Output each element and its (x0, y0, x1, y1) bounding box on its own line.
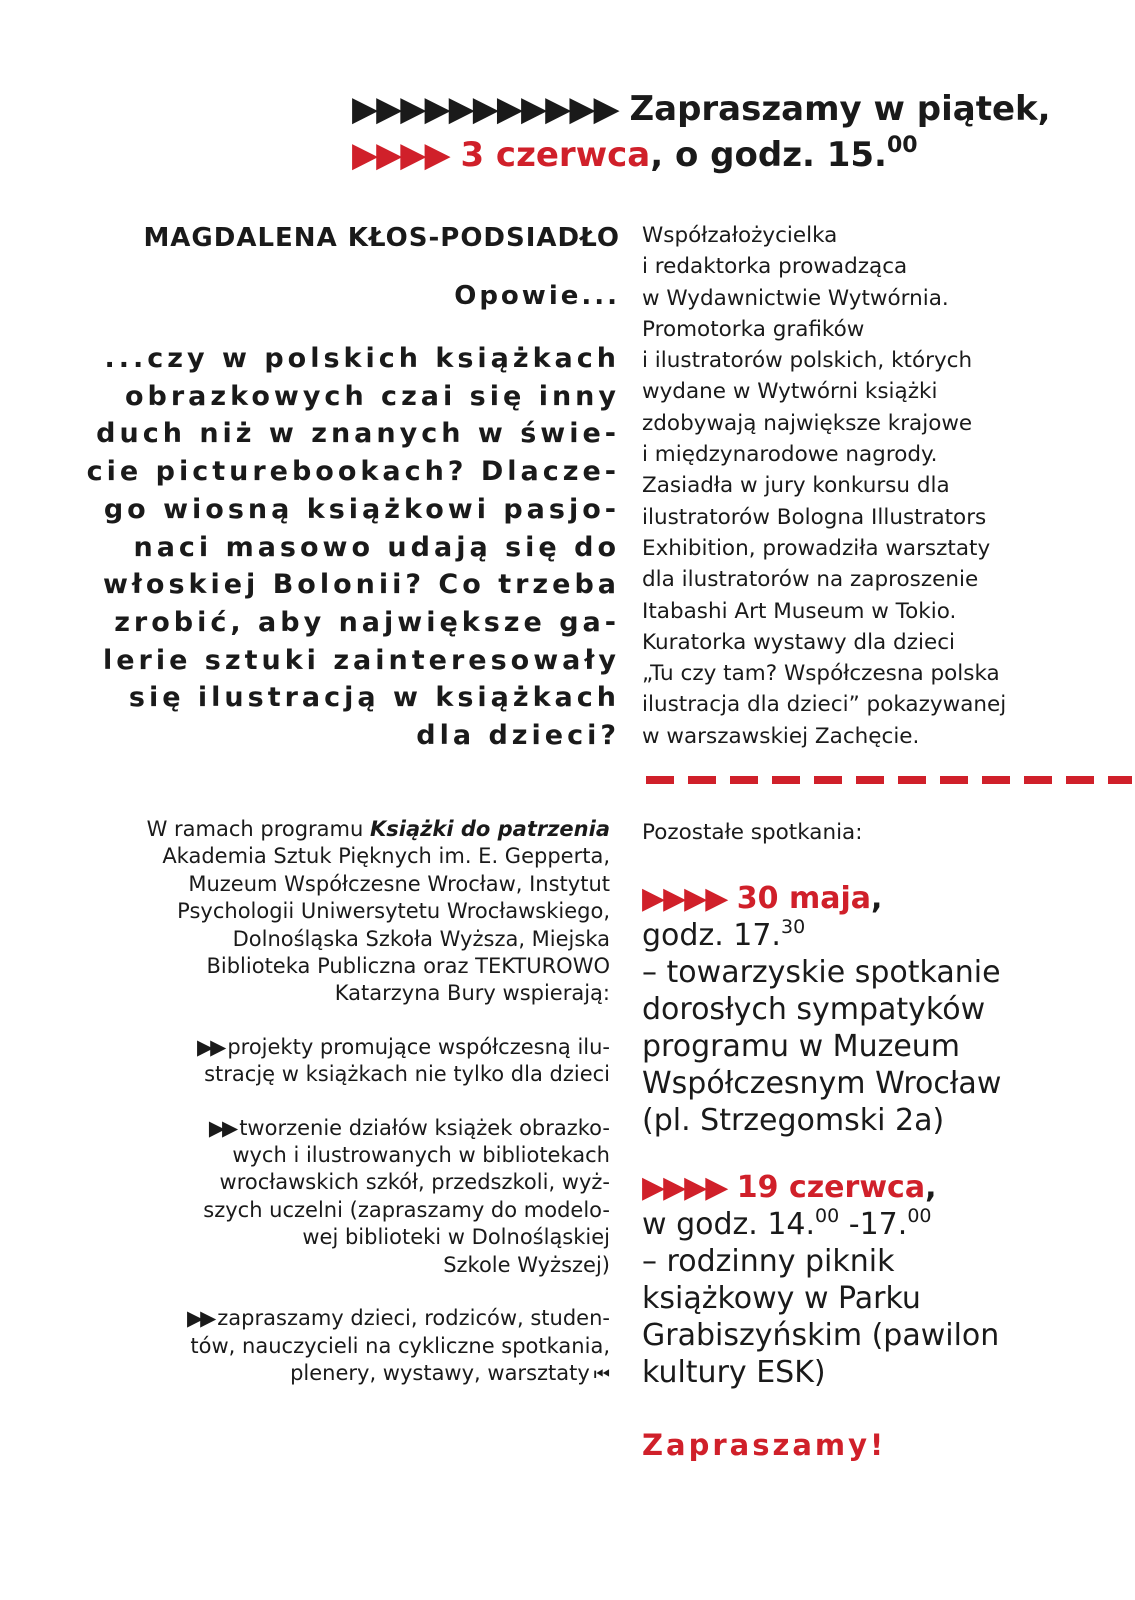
header-line-1 (352, 86, 1052, 132)
event-time-minutes-end: 00 (907, 1205, 932, 1227)
event-header (352, 86, 1052, 178)
header-time: , o godz. 15. (650, 135, 887, 175)
program-supporters: Akademia Sztuk Pięknych im. E. Gepperta, Muzeum Współczesne Wrocław, Instytut Psychologii Uniwersytetu Wrocławskiego, Dolnośląska Szkoła Wyższa, Miejska Biblioteka Publiczna oraz TEKTUROWO Katarzyna Bury wspierają: (162, 844, 610, 1006)
bullet-text: projekty promujące współczesną ilu- strację w książkach nie tylko dla dzieci (204, 1034, 610, 1087)
event-time-prefix: godz. 17. (642, 918, 781, 953)
event-date-line: ▶▶▶▶ 30 maja, (642, 881, 883, 916)
bullet-arrow-icon: ▶▶ (186, 1306, 214, 1331)
program-name: Książki do patrzenia (370, 817, 610, 841)
event-time (642, 1206, 1122, 1243)
program-intro-prefix: W ramach programu (146, 817, 370, 841)
bullet-text: tworzenie działów książek obrazko- wych i ilustrowanych w bibliotekach wrocławskich szkół, przedszkoli, wyż- szych uczelni (zapraszamy do modelo- wej biblioteki w Dolnośląskiej Szkole Wyższej) (203, 1115, 610, 1277)
arrow-icons: ▶▶▶▶ (642, 881, 727, 916)
dashed-divider (646, 776, 1132, 784)
event-date-line: ▶▶▶▶ 19 czerwca, (642, 1170, 937, 1205)
program-section (40, 816, 610, 1388)
speaker-questions: ...czy w polskich książkach obrazkowych czai się inny duch niż w znanych w świe- cie picturebookach? Dlacze- go wiosną książkowi pasjo- naci masowo udają się do włoskiej Bolonii? Co trzeba zrobić, aby największe ga- lerie sztuki zainteresowały się ilustracją w książkach dla dzieci? (86, 343, 620, 752)
bullet-arrow-icon: ▶▶ (208, 1115, 236, 1140)
event-description: – towarzyskie spotkanie dorosłych sympatyków programu w Muzeum Współczesnym Wrocław (pl. Strzegomski 2a) (642, 955, 1002, 1138)
end-marker-icon: ⏮ (593, 1363, 610, 1385)
event-time-suffix: -17. (839, 1207, 908, 1242)
event-item (642, 880, 1122, 1139)
bullet-text: zapraszamy dzieci, rodziców, studen- tów, nauczycieli na cykliczne spotkania, plenery, wystawy, warsztaty (190, 1306, 610, 1385)
arrow-icons: ▶▶▶▶ (352, 135, 449, 175)
closing-invitation: Zapraszamy! (642, 1428, 887, 1462)
event-time-prefix: w godz. 14. (642, 1207, 816, 1242)
header-invitation: Zapraszamy w piątek, (629, 89, 1051, 129)
event-description: – rodzinny piknik książkowy w Parku Grabiszyńskim (pawilon kultury ESK) (642, 1244, 1000, 1390)
arrow-icons: ▶▶▶▶ (642, 1170, 727, 1205)
speaker-section (60, 218, 620, 755)
event-time-minutes: 00 (815, 1205, 840, 1227)
header-line-2 (352, 132, 1052, 178)
header-time-minutes: 00 (886, 133, 918, 158)
program-bullet (40, 1115, 610, 1279)
program-intro (40, 816, 610, 1008)
meetings-section (642, 816, 1122, 1465)
speaker-name: MAGDALENA KŁOS-PODSIADŁO (143, 223, 620, 253)
event-time-minutes: 30 (780, 916, 806, 938)
header-date: 3 czerwca (460, 135, 651, 175)
event-item (642, 1169, 1122, 1391)
event-date: 30 maja (736, 881, 871, 916)
speaker-lead: Opowie... (454, 281, 620, 311)
meetings-intro: Pozostałe spotkania: (642, 820, 863, 845)
arrow-icons: ▶▶▶▶▶▶▶▶▶▶▶ (352, 89, 618, 129)
program-bullet (40, 1034, 610, 1089)
program-bullet (40, 1305, 610, 1388)
event-time (642, 917, 1122, 954)
speaker-bio: Współzałożycielka i redaktorka prowadząca w Wydawnictwie Wytwórnia. Promotorka grafików i ilustratorów polskich, których wydane w Wytwórni książki zdobywają największe krajowe i międzynarodowe nagrody. Zasiadła w jury konkursu dla ilustratorów Bologna Illustrators Exhibition, prowadziła warsztaty dla ilustratorów na zaproszenie Itabashi Art Museum w Tokio. Kuratorka wystawy dla dzieci „Tu czy tam? Współczesna polska ilustracja dla dzieci” pokazywanej w warszawskiej Zachęcie. (642, 223, 1007, 749)
event-date: 19 czerwca (736, 1170, 926, 1205)
bullet-arrow-icon: ▶▶ (197, 1034, 224, 1059)
